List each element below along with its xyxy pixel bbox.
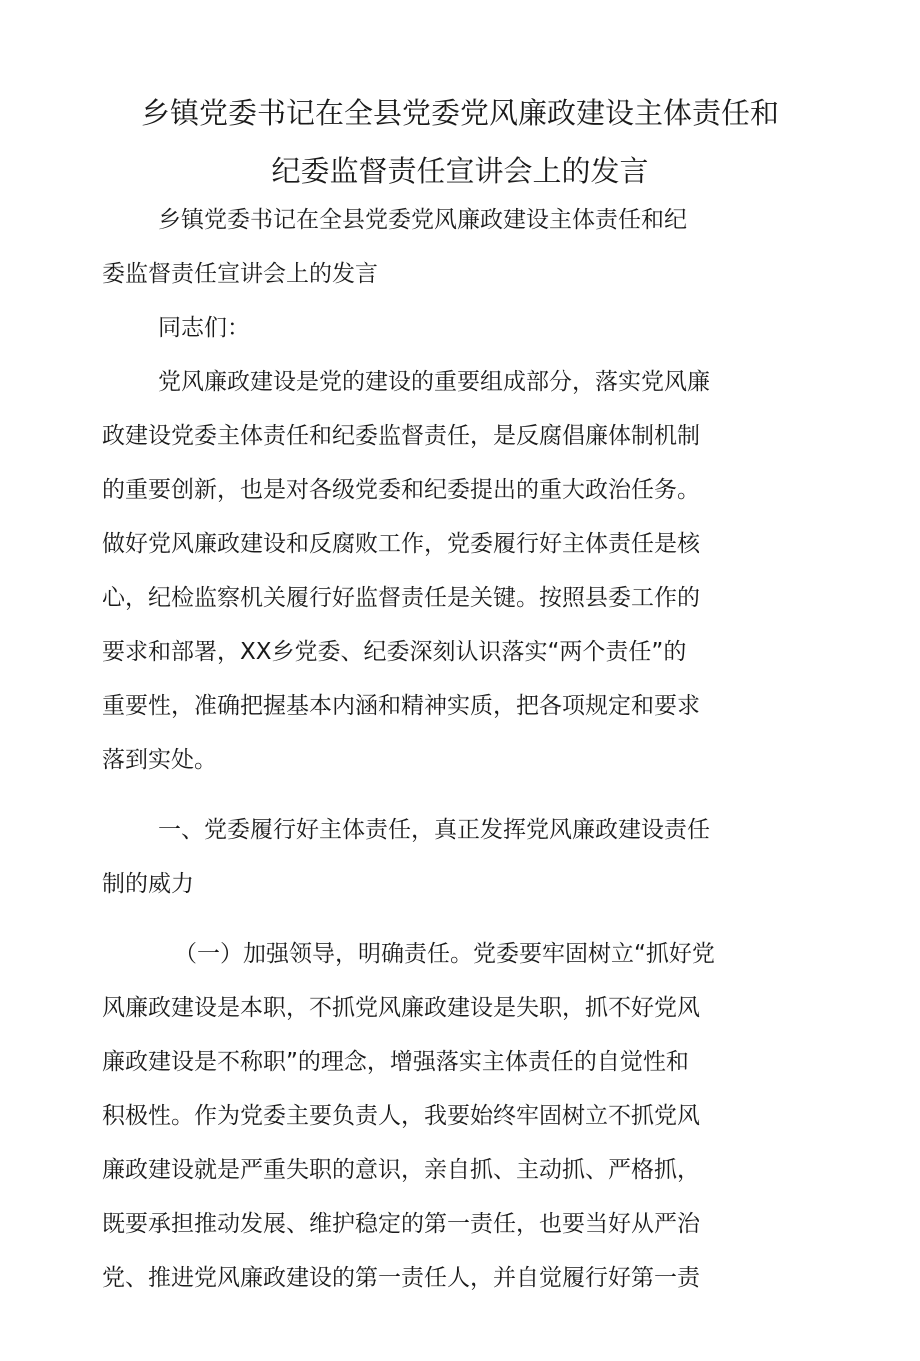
salutation: 同志们： [158,315,250,341]
paragraph-line: 政建设党委主体责任和纪委监督责任，是反腐倡廉体制机制 [102,423,700,449]
paragraph-line: 要求和部署，XX乡党委、纪委深刻认识落实“两个责任”的 [102,639,687,665]
section-heading: 制的威力 [102,871,194,897]
subtitle-line: 乡镇党委书记在全县党委党风廉政建设主体责任和纪 [158,207,687,233]
title-line: 乡镇党委书记在全县党委党风廉政建设主体责任和 [140,96,779,130]
document-body [102,193,782,1305]
paragraph-line: 做好党风廉政建设和反腐败工作，党委履行好主体责任是核 [102,531,700,557]
paragraph-line: 积极性。作为党委主要负责人，我要始终牢固树立不抓党风 [102,1103,700,1129]
subtitle-line: 委监督责任宣讲会上的发言 [102,261,378,287]
paragraph-line: 风廉政建设是本职，不抓党风廉政建设是失职，抓不好党风 [102,995,700,1021]
paragraph-line: 廉政建设就是严重失职的意识，亲自抓、主动抓、严格抓， [102,1157,700,1183]
paragraph-line: 既要承担推动发展、维护稳定的第一责任，也要当好从严治 [102,1211,700,1237]
paragraph-line: （一）加强领导，明确责任。党委要牢固树立“抓好党 [174,941,715,967]
section-heading: 一、党委履行好主体责任，真正发挥党风廉政建设责任 [158,817,710,843]
paragraph-line: 的重要创新，也是对各级党委和纪委提出的重大政治任务。 [102,477,700,503]
paragraph-line: 落到实处。 [102,747,217,773]
title-line: 纪委监督责任宣讲会上的发言 [271,154,649,188]
document-title [110,84,810,200]
paragraph-line: 党风廉政建设是党的建设的重要组成部分，落实党风廉 [158,369,710,395]
paragraph-line: 重要性，准确把握基本内涵和精神实质，把各项规定和要求 [102,693,700,719]
paragraph-line: 廉政建设是不称职”的理念，增强落实主体责任的自觉性和 [102,1049,689,1075]
paragraph-line: 心，纪检监察机关履行好监督责任是关键。按照县委工作的 [102,585,700,611]
paragraph-line: 党、推进党风廉政建设的第一责任人，并自觉履行好第一责 [102,1265,700,1291]
